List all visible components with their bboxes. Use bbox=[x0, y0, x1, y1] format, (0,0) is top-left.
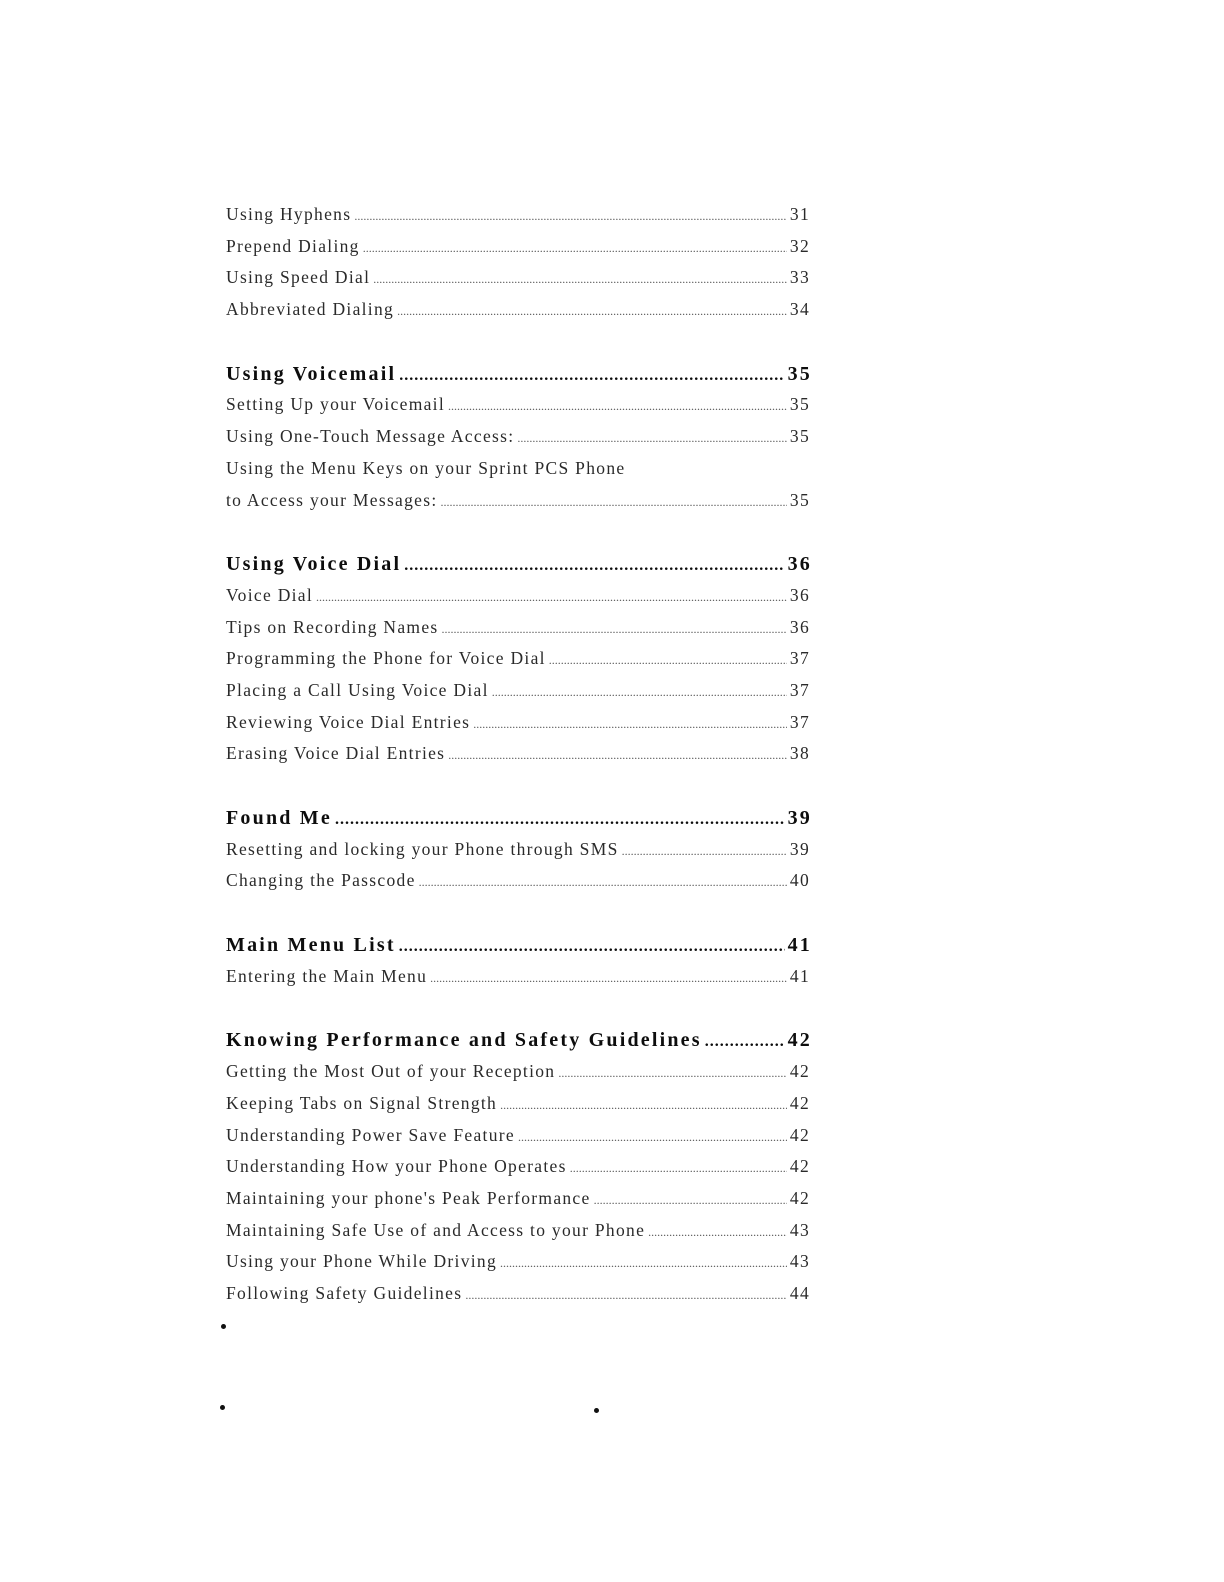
toc-entry-title: Using your Phone While Driving bbox=[226, 1251, 498, 1272]
toc-heading-page-number: 41 bbox=[787, 934, 812, 957]
dot-leader bbox=[648, 1225, 787, 1240]
toc-entry-title: Using the Menu Keys on your Sprint PCS Phone bbox=[226, 457, 626, 478]
toc-entry-page-number: 31 bbox=[789, 204, 810, 224]
toc-entry-title: to Access your Messages: bbox=[226, 489, 438, 510]
dot-leader bbox=[419, 875, 787, 890]
toc-entry-page-number: 42 bbox=[789, 1061, 810, 1082]
toc-entry-title: Placing a Call Using Voice Dial bbox=[226, 679, 489, 700]
dot-leader bbox=[335, 811, 785, 829]
dot-leader bbox=[517, 431, 786, 446]
toc-entry[interactable] bbox=[226, 267, 812, 299]
toc-entry-page-number: 33 bbox=[789, 267, 810, 288]
toc-section-heading[interactable] bbox=[226, 553, 812, 585]
toc-section-heading[interactable] bbox=[226, 807, 812, 839]
dot-leader bbox=[316, 590, 787, 605]
bullet-mark bbox=[221, 1324, 226, 1329]
toc-entry[interactable] bbox=[226, 712, 812, 744]
dot-leader bbox=[622, 844, 787, 859]
toc-entry[interactable] bbox=[226, 394, 812, 426]
toc-entry-title: Using Hyphens bbox=[226, 204, 352, 224]
toc-entry-title: Using One-Touch Message Access: bbox=[226, 426, 515, 447]
dot-leader bbox=[397, 304, 787, 319]
toc-entry-title: Setting Up your Voicemail bbox=[226, 394, 445, 415]
toc-entry-title: Maintaining your phone's Peak Performance bbox=[226, 1187, 591, 1208]
dot-leader bbox=[430, 971, 787, 986]
toc-entry-title: Abbreviated Dialing bbox=[226, 299, 395, 320]
toc-heading-page-number: 36 bbox=[787, 553, 812, 576]
toc-entry-title: Programming the Phone for Voice Dial bbox=[226, 648, 546, 669]
toc-entry[interactable] bbox=[226, 458, 812, 490]
toc-entry[interactable] bbox=[226, 236, 812, 268]
toc-entry[interactable] bbox=[226, 870, 812, 902]
toc-entry-title: Using Speed Dial bbox=[226, 267, 371, 288]
toc-entry[interactable] bbox=[226, 490, 812, 522]
toc-entry[interactable] bbox=[226, 1061, 812, 1093]
toc-entry-page-number: 42 bbox=[789, 1187, 810, 1208]
toc-entry-title: Voice Dial bbox=[226, 584, 314, 605]
toc-heading-title: Found Me bbox=[226, 807, 332, 829]
toc-entry[interactable] bbox=[226, 1125, 812, 1157]
toc-entry-page-number: 41 bbox=[789, 965, 810, 986]
bullet-mark bbox=[594, 1408, 599, 1413]
toc-entry-page-number: 35 bbox=[789, 426, 810, 447]
dot-leader bbox=[549, 653, 787, 668]
toc-entry-title: Maintaining Safe Use of and Access to your Phone bbox=[226, 1219, 646, 1240]
toc-heading-page-number: 35 bbox=[787, 362, 812, 385]
dot-leader bbox=[442, 622, 787, 637]
toc-entry[interactable] bbox=[226, 1220, 812, 1252]
dot-leader bbox=[558, 1066, 787, 1081]
toc-entry[interactable] bbox=[226, 1093, 812, 1125]
dot-leader bbox=[441, 495, 787, 510]
toc-heading-page-number: 42 bbox=[787, 1029, 812, 1052]
toc-entry[interactable] bbox=[226, 204, 812, 236]
toc-entry-page-number: 39 bbox=[789, 838, 810, 859]
toc-entry[interactable] bbox=[226, 966, 812, 998]
toc-entry[interactable] bbox=[226, 743, 812, 775]
dot-leader bbox=[373, 272, 787, 287]
toc-entry-title: Keeping Tabs on Signal Strength bbox=[226, 1092, 498, 1113]
toc-entry-page-number: 38 bbox=[789, 743, 810, 764]
toc-entry[interactable] bbox=[226, 648, 812, 680]
toc-entry-page-number: 43 bbox=[789, 1219, 810, 1240]
toc-entry-page-number: 37 bbox=[789, 711, 810, 732]
toc-entry-title: Following Safety Guidelines bbox=[226, 1282, 463, 1303]
toc-section-heading[interactable] bbox=[226, 934, 812, 966]
toc-entry-page-number: 43 bbox=[789, 1251, 810, 1272]
toc-entry[interactable] bbox=[226, 680, 812, 712]
dot-leader bbox=[594, 1193, 787, 1208]
dot-leader bbox=[518, 1130, 787, 1145]
toc-entry-title: Entering the Main Menu bbox=[226, 965, 428, 986]
toc-entry-page-number: 34 bbox=[789, 299, 810, 320]
dot-leader bbox=[500, 1256, 787, 1271]
toc-entry-title: Prepend Dialing bbox=[226, 235, 360, 256]
toc-entry[interactable] bbox=[226, 299, 812, 331]
dot-leader bbox=[399, 367, 784, 385]
dot-leader bbox=[399, 938, 785, 956]
dot-leader bbox=[705, 1033, 785, 1051]
toc-heading-title: Using Voicemail bbox=[226, 362, 397, 385]
toc-section bbox=[226, 331, 812, 521]
toc-entry-page-number: 44 bbox=[789, 1282, 810, 1303]
toc-entry-page-number: 37 bbox=[789, 679, 810, 700]
toc-section bbox=[226, 902, 812, 997]
dot-leader bbox=[492, 685, 787, 700]
toc-heading-title: Knowing Performance and Safety Guidelines bbox=[226, 1029, 702, 1052]
toc-entry[interactable] bbox=[226, 839, 812, 871]
dot-leader bbox=[354, 209, 787, 224]
toc-section-heading[interactable] bbox=[226, 1029, 812, 1061]
toc-entry-page-number: 35 bbox=[789, 489, 810, 510]
toc-entry-page-number: 40 bbox=[789, 870, 810, 891]
toc-entry-title: Understanding Power Save Feature bbox=[226, 1124, 515, 1145]
toc-entry-page-number: 36 bbox=[789, 616, 810, 637]
toc-entry-title: Erasing Voice Dial Entries bbox=[226, 743, 446, 764]
toc-entry[interactable] bbox=[226, 1283, 812, 1315]
bullet-mark bbox=[220, 1405, 225, 1410]
toc-entry-title: Tips on Recording Names bbox=[226, 616, 439, 637]
toc-entry-page-number: 42 bbox=[789, 1124, 810, 1145]
dot-leader bbox=[500, 1098, 787, 1113]
dot-leader bbox=[448, 748, 787, 763]
dot-leader bbox=[404, 557, 784, 575]
toc-entry-page-number: 42 bbox=[789, 1092, 810, 1113]
toc-entry-title: Understanding How your Phone Operates bbox=[226, 1156, 567, 1177]
toc-entry-page-number: 32 bbox=[789, 235, 810, 256]
toc-heading-page-number: 39 bbox=[787, 807, 812, 829]
toc-section bbox=[226, 997, 812, 1314]
toc-entry[interactable] bbox=[226, 617, 812, 649]
toc-entry[interactable] bbox=[226, 1188, 812, 1220]
dot-leader bbox=[473, 717, 787, 732]
toc-entry-page-number: 36 bbox=[789, 584, 810, 605]
dot-leader bbox=[465, 1288, 787, 1303]
toc-entry[interactable] bbox=[226, 585, 812, 617]
toc-entry[interactable] bbox=[226, 1251, 812, 1283]
toc-section-heading[interactable] bbox=[226, 363, 812, 395]
toc-section bbox=[226, 521, 812, 775]
dot-leader bbox=[363, 241, 787, 256]
toc-entry-title: Changing the Passcode bbox=[226, 870, 416, 891]
toc-entry-title: Resetting and locking your Phone through SMS bbox=[226, 838, 619, 859]
toc-section bbox=[226, 775, 812, 902]
dot-leader bbox=[570, 1161, 787, 1176]
toc-heading-title: Main Menu List bbox=[226, 934, 396, 957]
toc-entry-title: Getting the Most Out of your Reception bbox=[226, 1061, 556, 1082]
toc-entry[interactable] bbox=[226, 426, 812, 458]
dot-leader bbox=[448, 399, 787, 414]
toc-entry-page-number: 35 bbox=[789, 394, 810, 415]
toc-heading-title: Using Voice Dial bbox=[226, 553, 402, 576]
table-of-contents bbox=[226, 204, 812, 1315]
toc-entry-page-number: 37 bbox=[789, 648, 810, 669]
toc-entry-page-number: 42 bbox=[789, 1156, 810, 1177]
toc-entry-title: Reviewing Voice Dial Entries bbox=[226, 711, 471, 732]
toc-entry[interactable] bbox=[226, 1156, 812, 1188]
toc-section bbox=[226, 204, 812, 331]
